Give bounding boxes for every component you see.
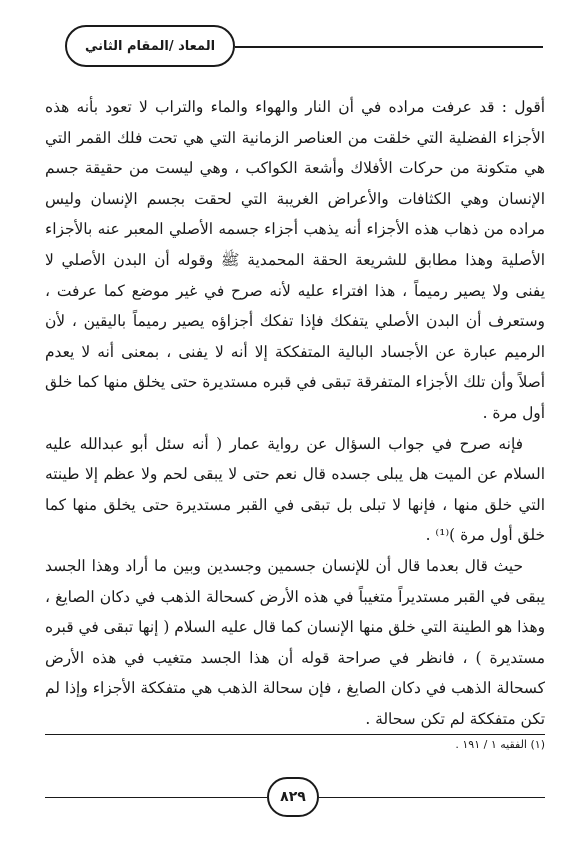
running-title: المعاد /المقام الثاني [65,25,235,67]
footnote-separator [45,734,545,735]
page-number: ٨٢٩ [267,777,319,817]
footnote-1: (١) الفقيه ١ / ١٩١ . [455,738,545,751]
footer-rule-right [319,797,545,798]
main-text [45,92,545,734]
footer-rule-left [45,797,267,798]
header-rule [235,46,543,48]
paragraph-1: أقول : قد عرفت مراده في أن النار والهواء والماء والتراب لا تعود بأنه هذه الأجزاء الفضلية التي خلقت من العناصر الزمانية التي هي تحت فلك القمر التي هي متكونة من حركات الأفلاك وأشعة الكواكب ، وهي ليست من حقيقة جسم الإنسان وهي الكثافات والأعراض الغريبة التي لحقت بجسم الإنسان وليس مراده من ذهاب هذه الأجزاء أنه يذهب أجزاء جسمه الأصلي المعبر عنه بالأجزاء الأصلية وهذا مطابق للشريعة الحقة المحمدية ﷺ وقوله أن البدن الأصلي لا يفنى ولا يصير رميماً ، هذا افتراء عليه لأنه صرح في غير موضع كما عرفت ، وستعرف أن البدن الأصلي يتفكك فإذا تفكك أجزاؤه يصير رميماً باليقين ، لأن الرميم عبارة عن الأجساد البالية المتفككة إلا أنه لا يفنى ، بمعنى أنه لا يعدم أصلاً وأن تلك الأجزاء المتفرقة تبقى في قبره مستديرة حتى يخلق منها كما خلق أول مرة . [45,98,545,422]
paragraph-2: فإنه صرح في جواب السؤال عن رواية عمار ( أنه سئل أبو عبدالله عليه السلام عن الميت هل يبلى جسده قال نعم حتى لا يبقى لحم ولا عظم إلا طينته التي خلق منها ، فإنها لا تبلى بل تبقى في القبر مستديرة حتى يخلق منها كما خلق أول مرة )⁽¹⁾ . [45,434,545,545]
paragraph-3: حيث قال بعدما قال أن للإنسان جسمين وجسدين وبين ما أراد وهذا الجسد يبقى في القبر مستديراً متغيباً في هذه الأرض كسحالة الذهب في دكان الصايغ ، وهذا هو الطينة التي خلق منها الإنسان كما قال عليه السلام ( إنها تبقى في قبره مستديرة ) ، فانظر في صراحة قوله أن هذا الجسد متغيب في هذه الأرض كسحالة الذهب في دكان الصايغ ، فإن سحالة الذهب هي متفككة الأجزاء وإذا لم تكن متفككة لم تكن سحالة . [45,556,545,728]
